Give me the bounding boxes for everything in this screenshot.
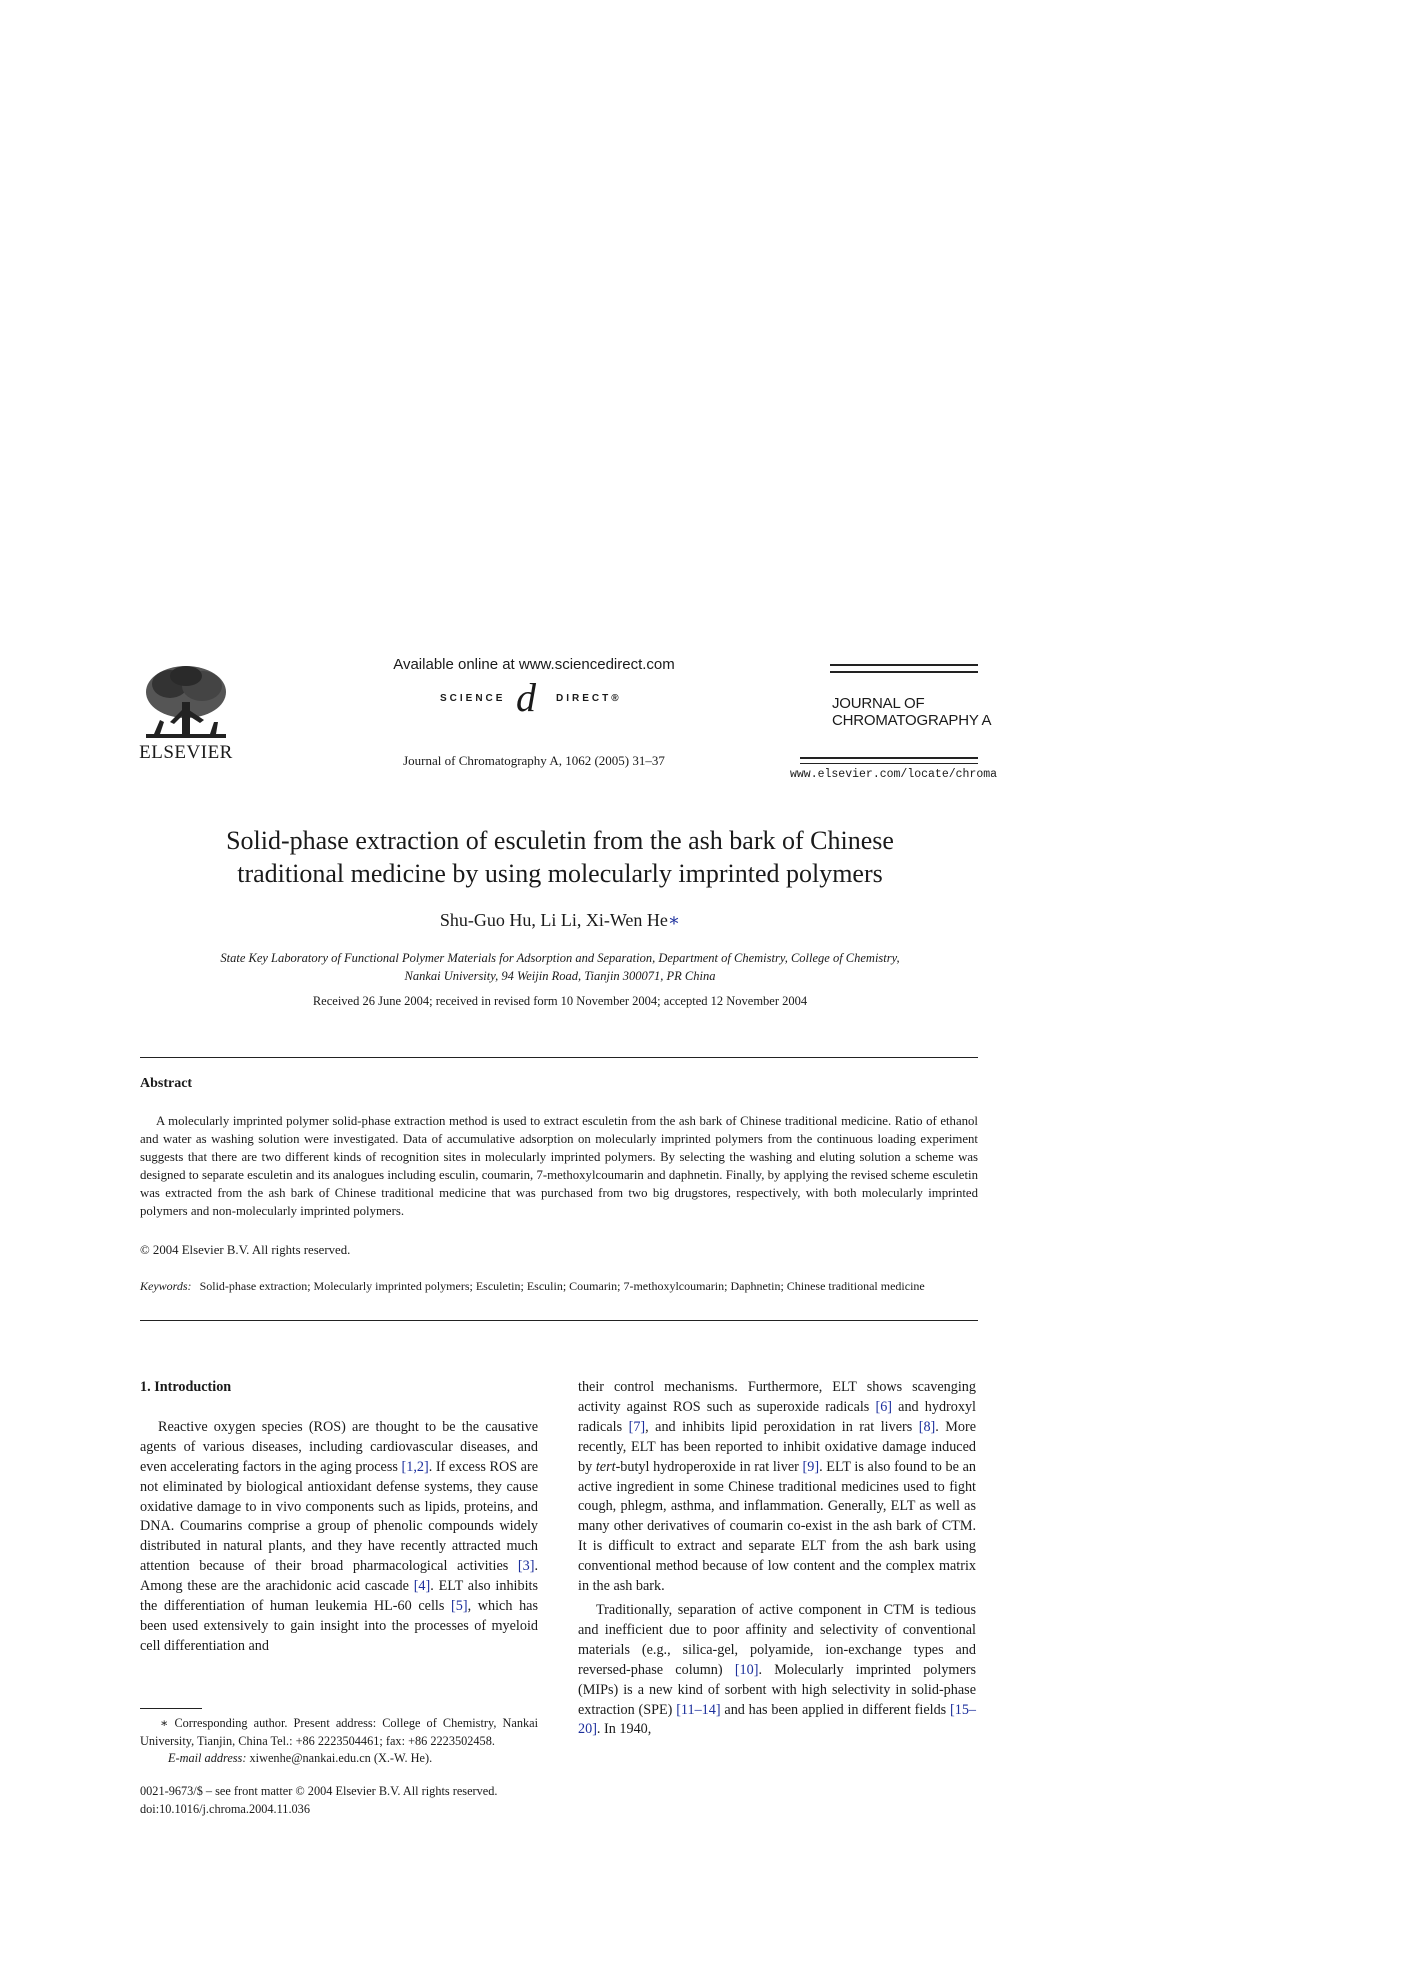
journal-title <box>832 695 992 729</box>
affiliation-line2: Nankai University, 94 Weijin Road, Tianjin 300071, PR China <box>404 969 716 983</box>
paragraph <box>578 1378 976 1597</box>
article-title-line1: Solid-phase extraction of esculetin from the ash bark of Chinese <box>226 826 894 855</box>
authors: Shu-Guo Hu, Li Li, Xi-Wen He <box>439 910 668 930</box>
text-run: . In 1940, <box>596 1721 652 1738</box>
citation-link[interactable]: [3] <box>517 1558 535 1575</box>
text-run: their control mechanisms. Furthermore, ELT shows scavenging activity against ROS such as superoxide radicals <box>578 1379 976 1415</box>
journal-citation: Journal of Chromatography A, 1062 (2005) 31–37 <box>403 753 665 768</box>
left-column <box>140 1378 538 1657</box>
keywords-label: Keywords: <box>140 1279 192 1293</box>
front-matter <box>140 1782 560 1818</box>
journal-rule <box>830 671 978 673</box>
article-history: Received 26 June 2004; received in revised form 10 November 2004; accepted 12 November 2004 <box>312 994 808 1008</box>
article-title <box>140 824 980 890</box>
text-run: , which has been used extensively to gain insight into the processes of myeloid cell differentiation and <box>140 1598 538 1654</box>
paragraph <box>140 1418 538 1657</box>
journal-title-line2: CHROMATOGRAPHY A <box>832 712 992 729</box>
text-run: Traditionally, separation of active component in CTM is tedious and inefficient due to poor affinity and selectivity of conventional materials (e.g., silica-gel, polyamide, ion-exchange types and reversed-phase column) <box>578 1601 976 1678</box>
journal-url-link[interactable]: www.elsevier.com/locate/chroma <box>790 768 998 781</box>
citation-link[interactable]: [1,2] <box>401 1458 429 1475</box>
author-list <box>140 910 980 931</box>
email-label: E-mail address: <box>168 1751 247 1765</box>
text-run: and hydroxyl radicals <box>578 1398 976 1435</box>
text-run: . ELT is also found to be an active ingredient in some Chinese traditional medicines used to fight cough, phlegm, asthma, and inflammation. Generally, ELT as well as many other derivatives of coumarin co-exist in the ash bark of CTM. It is difficult to extract and separate ELT from the ash bark using conventional method because of low content and the complex matrix in the ash bark. <box>578 1458 976 1595</box>
citation-link[interactable]: [6] <box>875 1398 893 1415</box>
footnote-text: Corresponding author. Present address: College of Chemistry, Nankai University, Tianjin, China Tel.: +86 2223504461; fax: +86 2223502458. <box>140 1716 538 1748</box>
corresponding-author-mark[interactable]: ∗ <box>667 910 681 930</box>
journal-rule <box>800 763 978 764</box>
paragraph <box>578 1601 976 1740</box>
journal-rule <box>800 757 978 759</box>
section-heading-introduction: 1. Introduction <box>140 1379 232 1395</box>
citation-link[interactable]: [8] <box>918 1418 936 1435</box>
keywords <box>140 1278 978 1295</box>
abstract-bottom-rule <box>140 1320 978 1321</box>
footnote-rule <box>140 1708 202 1709</box>
sciencedirect-left: SCIENCE <box>440 693 506 704</box>
italic-text: tert <box>595 1458 616 1475</box>
sciencedirect-at-mark: d <box>516 675 536 720</box>
article-title-line2: traditional medicine by using molecularly imprinted polymers <box>237 859 883 888</box>
journal-title-line1: JOURNAL OF <box>832 695 925 712</box>
citation-link[interactable]: [10] <box>734 1661 759 1678</box>
abstract-top-rule <box>140 1057 978 1058</box>
text-run: . If excess ROS are not eliminated by biological antioxidant defense systems, they cause oxidative damage to in vivo components such as lipids, proteins, and DNA. Coumarins comprise a group of phenolic compounds widely distributed in natural plants, and they have recently attracted much attention because of their broad pharmacological activities <box>140 1458 538 1575</box>
citation-link[interactable]: [4] <box>413 1578 431 1595</box>
footnote <box>140 1715 538 1768</box>
affiliation-line1: State Key Laboratory of Functional Polymer Materials for Adsorption and Separation, Department of Chemistry, College of Chemistry, <box>220 951 900 965</box>
citation-link[interactable]: [5] <box>451 1598 468 1615</box>
citation-link[interactable]: [9] <box>802 1458 820 1475</box>
text-run: . Molecularly imprinted polymers (MIPs) is a new kind of sorbent with high selectivity in solid-phase extraction (SPE) <box>578 1661 977 1718</box>
publisher-name: ELSEVIER <box>139 742 233 763</box>
footnote-corresponding <box>140 1715 538 1750</box>
text-run: . More recently, ELT has been reported to inhibit oxidative damage induced by <box>578 1418 977 1475</box>
affiliation <box>140 949 980 985</box>
available-online-text: Available online at www.sciencedirect.com <box>393 656 675 673</box>
text-run: and has been applied in different fields <box>720 1701 950 1718</box>
text-run: , and inhibits lipid peroxidation in rat livers <box>645 1418 919 1435</box>
right-column <box>578 1378 976 1740</box>
journal-rule <box>830 664 978 666</box>
text-run: . ELT also inhibits the differentiation of human leukemia HL-60 cells <box>140 1578 538 1615</box>
sciencedirect-logo <box>384 675 684 720</box>
footnote-mark: ∗ <box>160 1716 169 1730</box>
keywords-list: Solid-phase extraction; Molecularly imprinted polymers; Esculetin; Esculin; Coumarin; 7-methoxylcoumarin; Daphnetin; Chinese traditional medicine <box>199 1279 925 1293</box>
issn-line: 0021-9673/$ – see front matter © 2004 Elsevier B.V. All rights reserved. <box>140 1784 498 1798</box>
sciencedirect-right: DIRECT® <box>556 693 622 704</box>
abstract-copyright: © 2004 Elsevier B.V. All rights reserved. <box>140 1243 351 1257</box>
email-address[interactable]: xiwenhe@nankai.edu.cn (X.-W. He). <box>249 1751 433 1765</box>
doi-line[interactable]: doi:10.1016/j.chroma.2004.11.036 <box>140 1802 310 1816</box>
citation-link[interactable]: [11–14] <box>676 1701 721 1718</box>
citation-link[interactable]: [15–20] <box>578 1701 977 1738</box>
footnote-email <box>140 1750 538 1768</box>
text-run: -butyl hydroperoxide in rat liver <box>615 1458 803 1475</box>
text-run: . Among these are the arachidonic acid cascade <box>140 1558 538 1595</box>
text-run: Reactive oxygen species (ROS) are thought to be the causative agents of various diseases, including cardiovascular diseases, and even accelerating factors in the aging process <box>140 1418 538 1475</box>
citation-link[interactable]: [7] <box>628 1418 646 1435</box>
abstract-heading: Abstract <box>140 1076 193 1091</box>
abstract-text: A molecularly imprinted polymer solid-phase extraction method is used to extract esculetin from the ash bark of Chinese traditional medicine. Ratio of ethanol and water as washing solution were investigated. Data of accumulative adsorption on molecularly imprinted polymers from the continuous loading experiment suggests that there are two different kinds of recognition sites in molecularly imprinted polymers. By selecting the washing and eluting solution a scheme was designed to separate esculetin and its analogues including esculin, coumarin, 7-methoxylcoumarin and daphnetin. Finally, by applying the revised scheme esculetin was extracted from the ash bark of Chinese traditional medicine that was purchased from two big drugstores, respectively, with both molecularly imprinted polymers and non-molecularly imprinted polymers. <box>140 1114 978 1219</box>
